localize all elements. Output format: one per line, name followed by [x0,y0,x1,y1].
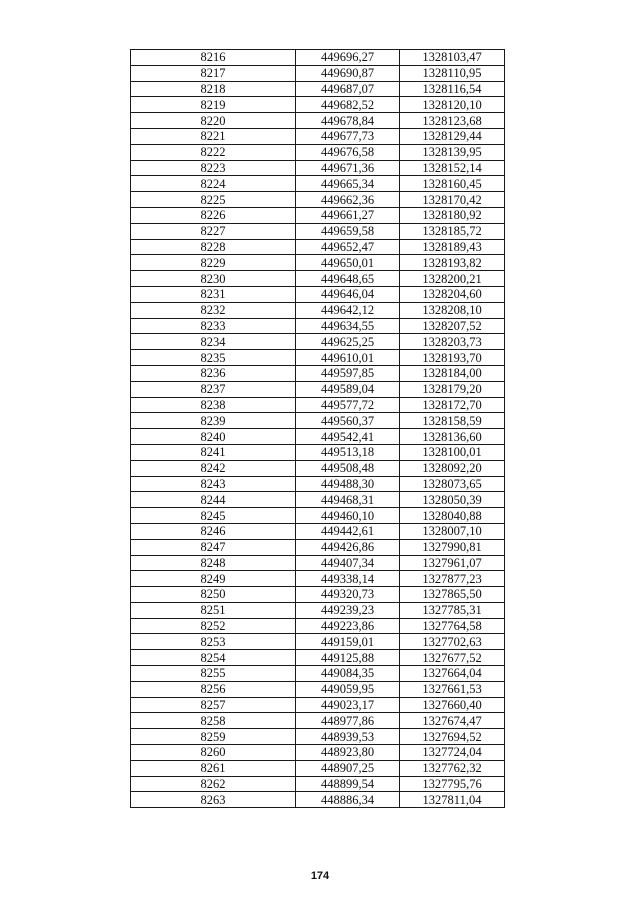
x-coordinate-cell: 449023,17 [296,697,400,713]
point-number-cell: 8245 [131,508,296,524]
point-number-cell: 8257 [131,697,296,713]
table-row [131,397,505,413]
point-number-cell: 8237 [131,381,296,397]
table-row [131,460,505,476]
y-coordinate-cell: 1328136,60 [400,429,505,445]
x-coordinate-cell: 448899,54 [296,776,400,792]
table-row [131,792,505,808]
point-number-cell: 8250 [131,587,296,603]
x-coordinate-cell: 449678,84 [296,113,400,129]
coordinate-table-body [131,50,505,808]
point-number-cell: 8227 [131,223,296,239]
x-coordinate-cell: 449650,01 [296,255,400,271]
table-row [131,413,505,429]
y-coordinate-cell: 1327990,81 [400,539,505,555]
table-row [131,539,505,555]
table-row [131,571,505,587]
point-number-cell: 8242 [131,460,296,476]
y-coordinate-cell: 1328179,20 [400,381,505,397]
x-coordinate-cell: 449059,95 [296,681,400,697]
table-row [131,602,505,618]
table-row [131,381,505,397]
y-coordinate-cell: 1328092,20 [400,460,505,476]
table-row [131,745,505,761]
y-coordinate-cell: 1328185,72 [400,223,505,239]
point-number-cell: 8220 [131,113,296,129]
point-number-cell: 8226 [131,207,296,223]
point-number-cell: 8233 [131,318,296,334]
point-number-cell: 8236 [131,365,296,381]
table-row [131,302,505,318]
x-coordinate-cell: 449671,36 [296,160,400,176]
point-number-cell: 8218 [131,81,296,97]
x-coordinate-cell: 449159,01 [296,634,400,650]
x-coordinate-cell: 449488,30 [296,476,400,492]
table-row [131,144,505,160]
x-coordinate-cell: 449338,14 [296,571,400,587]
x-coordinate-cell: 448886,34 [296,792,400,808]
y-coordinate-cell: 1328180,92 [400,207,505,223]
x-coordinate-cell: 449513,18 [296,444,400,460]
x-coordinate-cell: 449646,04 [296,286,400,302]
y-coordinate-cell: 1328050,39 [400,492,505,508]
point-number-cell: 8256 [131,681,296,697]
table-row [131,350,505,366]
x-coordinate-cell: 449460,10 [296,508,400,524]
x-coordinate-cell: 448977,86 [296,713,400,729]
table-row [131,444,505,460]
x-coordinate-cell: 449320,73 [296,587,400,603]
x-coordinate-cell: 449426,86 [296,539,400,555]
x-coordinate-cell: 449665,34 [296,176,400,192]
y-coordinate-cell: 1327674,47 [400,713,505,729]
y-coordinate-cell: 1328123,68 [400,113,505,129]
table-row [131,634,505,650]
y-coordinate-cell: 1328189,43 [400,239,505,255]
y-coordinate-cell: 1327660,40 [400,697,505,713]
point-number-cell: 8251 [131,602,296,618]
x-coordinate-cell: 449407,34 [296,555,400,571]
x-coordinate-cell: 449659,58 [296,223,400,239]
point-number-cell: 8224 [131,176,296,192]
y-coordinate-cell: 1328139,95 [400,144,505,160]
x-coordinate-cell: 449442,61 [296,523,400,539]
table-row [131,666,505,682]
point-number-cell: 8263 [131,792,296,808]
y-coordinate-cell: 1328184,00 [400,365,505,381]
table-row [131,681,505,697]
y-coordinate-cell: 1328160,45 [400,176,505,192]
y-coordinate-cell: 1328193,70 [400,350,505,366]
x-coordinate-cell: 449677,73 [296,128,400,144]
table-row [131,429,505,445]
table-row [131,81,505,97]
y-coordinate-cell: 1327694,52 [400,729,505,745]
x-coordinate-cell: 449610,01 [296,350,400,366]
y-coordinate-cell: 1327664,04 [400,666,505,682]
x-coordinate-cell: 449508,48 [296,460,400,476]
table-row [131,776,505,792]
x-coordinate-cell: 449625,25 [296,334,400,350]
x-coordinate-cell: 449084,35 [296,666,400,682]
y-coordinate-cell: 1328073,65 [400,476,505,492]
point-number-cell: 8223 [131,160,296,176]
table-row [131,97,505,113]
x-coordinate-cell: 449577,72 [296,397,400,413]
point-number-cell: 8252 [131,618,296,634]
table-row [131,318,505,334]
point-number-cell: 8262 [131,776,296,792]
x-coordinate-cell: 449642,12 [296,302,400,318]
point-number-cell: 8219 [131,97,296,113]
x-coordinate-cell: 449682,52 [296,97,400,113]
x-coordinate-cell: 449125,88 [296,650,400,666]
x-coordinate-cell: 449560,37 [296,413,400,429]
table-row [131,65,505,81]
x-coordinate-cell: 449597,85 [296,365,400,381]
table-row [131,729,505,745]
y-coordinate-cell: 1327811,04 [400,792,505,808]
table-row [131,255,505,271]
x-coordinate-cell: 449696,27 [296,50,400,66]
table-row [131,176,505,192]
coordinate-table [130,49,505,808]
y-coordinate-cell: 1327961,07 [400,555,505,571]
y-coordinate-cell: 1327762,32 [400,760,505,776]
y-coordinate-cell: 1327877,23 [400,571,505,587]
y-coordinate-cell: 1327724,04 [400,745,505,761]
point-number-cell: 8255 [131,666,296,682]
y-coordinate-cell: 1328040,88 [400,508,505,524]
y-coordinate-cell: 1327702,63 [400,634,505,650]
point-number-cell: 8253 [131,634,296,650]
point-number-cell: 8254 [131,650,296,666]
table-row [131,271,505,287]
x-coordinate-cell: 449648,65 [296,271,400,287]
table-row [131,555,505,571]
table-row [131,476,505,492]
point-number-cell: 8221 [131,128,296,144]
point-number-cell: 8260 [131,745,296,761]
table-row [131,192,505,208]
y-coordinate-cell: 1328208,10 [400,302,505,318]
point-number-cell: 8230 [131,271,296,287]
table-row [131,492,505,508]
table-row [131,207,505,223]
x-coordinate-cell: 449652,47 [296,239,400,255]
point-number-cell: 8241 [131,444,296,460]
point-number-cell: 8238 [131,397,296,413]
y-coordinate-cell: 1328170,42 [400,192,505,208]
point-number-cell: 8240 [131,429,296,445]
point-number-cell: 8244 [131,492,296,508]
x-coordinate-cell: 449690,87 [296,65,400,81]
y-coordinate-cell: 1328152,14 [400,160,505,176]
x-coordinate-cell: 449662,36 [296,192,400,208]
x-coordinate-cell: 449468,31 [296,492,400,508]
y-coordinate-cell: 1328207,52 [400,318,505,334]
y-coordinate-cell: 1327785,31 [400,602,505,618]
table-row [131,50,505,66]
y-coordinate-cell: 1327764,58 [400,618,505,634]
y-coordinate-cell: 1328200,21 [400,271,505,287]
table-row [131,508,505,524]
point-number-cell: 8217 [131,65,296,81]
y-coordinate-cell: 1328116,54 [400,81,505,97]
table-row [131,128,505,144]
table-row [131,365,505,381]
y-coordinate-cell: 1328203,73 [400,334,505,350]
y-coordinate-cell: 1328193,82 [400,255,505,271]
y-coordinate-cell: 1328129,44 [400,128,505,144]
point-number-cell: 8248 [131,555,296,571]
y-coordinate-cell: 1328120,10 [400,97,505,113]
point-number-cell: 8243 [131,476,296,492]
point-number-cell: 8216 [131,50,296,66]
y-coordinate-cell: 1327795,76 [400,776,505,792]
point-number-cell: 8228 [131,239,296,255]
x-coordinate-cell: 449661,27 [296,207,400,223]
x-coordinate-cell: 449634,55 [296,318,400,334]
point-number-cell: 8234 [131,334,296,350]
y-coordinate-cell: 1327661,53 [400,681,505,697]
point-number-cell: 8258 [131,713,296,729]
y-coordinate-cell: 1328158,59 [400,413,505,429]
y-coordinate-cell: 1328103,47 [400,50,505,66]
point-number-cell: 8259 [131,729,296,745]
point-number-cell: 8222 [131,144,296,160]
table-row [131,113,505,129]
point-number-cell: 8232 [131,302,296,318]
point-number-cell: 8229 [131,255,296,271]
x-coordinate-cell: 449223,86 [296,618,400,634]
table-row [131,587,505,603]
x-coordinate-cell: 449589,04 [296,381,400,397]
table-row [131,618,505,634]
point-number-cell: 8225 [131,192,296,208]
table-row [131,650,505,666]
table-row [131,160,505,176]
point-number-cell: 8239 [131,413,296,429]
x-coordinate-cell: 449687,07 [296,81,400,97]
point-number-cell: 8247 [131,539,296,555]
y-coordinate-cell: 1327865,50 [400,587,505,603]
table-row [131,239,505,255]
table-row [131,760,505,776]
x-coordinate-cell: 449542,41 [296,429,400,445]
table-row [131,223,505,239]
table-row [131,713,505,729]
table-row [131,523,505,539]
page-number: 174 [310,870,330,882]
y-coordinate-cell: 1328100,01 [400,444,505,460]
table-row [131,334,505,350]
y-coordinate-cell: 1328007,10 [400,523,505,539]
y-coordinate-cell: 1328172,70 [400,397,505,413]
y-coordinate-cell: 1327677,52 [400,650,505,666]
point-number-cell: 8246 [131,523,296,539]
x-coordinate-cell: 448907,25 [296,760,400,776]
point-number-cell: 8249 [131,571,296,587]
point-number-cell: 8235 [131,350,296,366]
table-row [131,697,505,713]
x-coordinate-cell: 448923,80 [296,745,400,761]
y-coordinate-cell: 1328110,95 [400,65,505,81]
x-coordinate-cell: 448939,53 [296,729,400,745]
x-coordinate-cell: 449676,58 [296,144,400,160]
table-row [131,286,505,302]
x-coordinate-cell: 449239,23 [296,602,400,618]
point-number-cell: 8261 [131,760,296,776]
y-coordinate-cell: 1328204,60 [400,286,505,302]
point-number-cell: 8231 [131,286,296,302]
